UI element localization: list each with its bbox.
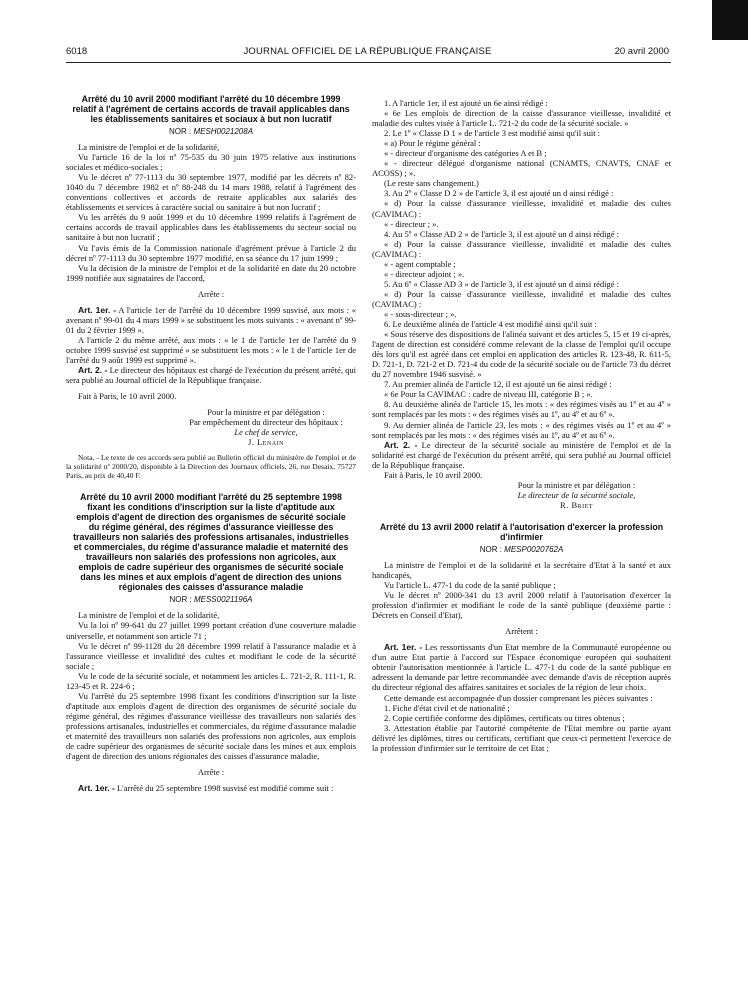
paragraph: « d) Pour la caisse d'assurance vieillesse, invalidité et maladie des cultes (CAVIMAC) :: [372, 288, 671, 309]
paragraph: Vu le code de la sécurité sociale, et notamment les articles L. 721-2, R. 111-1, R. 123-45 et R. 224-6 ;: [66, 670, 356, 691]
article-label: Art. 1er. -: [384, 642, 423, 653]
nor-label: NOR :: [169, 595, 192, 605]
page-header: [66, 46, 669, 60]
paragraph: « Sous réserve des dispositions de l'alinéa suivant et des articles 5, 15 et 19 ci-après, l'agent de direction est considéré comme relevant de la classe de l'emploi qu'il occupe dès lors qu'il est agréé dans cet emploi en application des articles R. 123-48, R. 611-5, D. 721-1, D. 721-2 et D. 721-4 du code de la sécurité sociale ou de l'article 73 du décret du 27 novembre 1946 susvisé. »: [372, 329, 671, 380]
paragraph: 7. Au premier alinéa de l'article 12, il est ajouté un 6e ainsi rédigé :: [384, 379, 612, 390]
paragraph: « - directeur adjoint ; ».: [384, 268, 465, 279]
paragraph: 3. Attestation établie par l'autorité compétente de l'Etat membre ou partie ayant délivré les diplômes, titres ou certificats, certifiant que ceux-ci permettent l'exercice de la profession d'infirmier sur le territoire de cet Etat ;: [372, 722, 671, 753]
page-number: 6018: [66, 46, 88, 57]
paragraph: 9. Au dernier alinéa de l'article 23, les mots : « des régimes visés au 1º et au 4º » sont remplacés par les mots : « des régimes visés au 1º, au 4º et au 6º ».: [372, 419, 671, 440]
signature-line: Pour la ministre et par délégation :: [207, 407, 325, 418]
paragraph: Vu l'article L. 477-1 du code de la santé publique ;: [384, 580, 556, 591]
paragraph: 3. Au 2º « Classe D 2 » de l'article 3, il est ajouté un d ainsi rédigé :: [384, 188, 614, 199]
right-column: [372, 98, 671, 988]
paragraph: Vu l'avis émis de la Commission nationale d'agrément prévue à l'article 2 du décret nº 77-1113 du 30 septembre 1977 modifié, en sa séance du 17 juin 1999 ;: [66, 242, 356, 263]
signature-title: Le chef de service,: [234, 427, 298, 438]
article-paragraph: [66, 365, 356, 385]
issue-date: 20 avril 2000: [614, 46, 669, 57]
nor-label: NOR :: [479, 544, 502, 554]
article-text: Les ressortissants d'un Etat membre de la Communauté européenne ou d'un autre Etat partie à l'accord sur l'Espace économique européen qui souhaitent obtenir l'autorisation mentionnée à l'article L. 477-1 du code de la santé publique en adressent la demande par lettre recommandée avec demande d'avis de réception auprès du directeur régional des affaires sanitaires et sociales de la région de leur choix.: [372, 642, 671, 693]
paragraph: « d) Pour la caisse d'assurance vieillesse, invalidité et maladie des cultes (CAVIMAC) :: [372, 198, 671, 219]
paragraph: 8. Au deuxième alinéa de l'article 15, les mots : « des régimes visés au 1º et au 4º » sont remplacés par les mots : « des régimes visés au 1º, au 4º et au 6º ».: [372, 399, 671, 420]
paragraph: Cette demande est accompagnée d'un dossier comprenant les pièces suivantes :: [384, 692, 653, 703]
paragraph: Vu les arrêtés du 9 août 1999 et du 10 décembre 1999 relatifs à l'agrément de certains accords de travail applicables dans les établissements du secteur social ou sanitaire à but non lucratif ;: [66, 212, 356, 243]
signature-line: Pour la ministre et par délégation :: [517, 479, 636, 490]
paragraph: (Le reste sans changement.): [384, 178, 479, 189]
arrete-heading: Arrête :: [197, 288, 225, 299]
arrete-1-title: Arrêté du 10 avril 2000 modifiant l'arrêté du 10 décembre 1999 relatif à l'agrément de certains accords de travail applicables dans les établissements sanitaires et sociaux à but non lucratif: [72, 94, 350, 124]
article-text: A l'article 1er de l'arrêté du 10 décembre 1999 susvisé, aux mots : « avenant nº 99-01 du 4 mars 1999 » se substituent les mots suivants : « avenant nº 99-01 du 2 février 1999 ».: [66, 304, 356, 335]
signatory-name: R. Briet: [560, 499, 593, 510]
fait-line: Fait à Paris, le 10 avril 2000.: [384, 469, 483, 480]
signature-line: Par empêchement du directeur des hôpitaux :: [189, 417, 343, 428]
arrete-3-nor: [372, 545, 671, 555]
article-paragraph: [372, 440, 671, 470]
nor-label: NOR :: [168, 127, 192, 136]
paragraph: 2. Le 1º « Classe D 1 » de l'article 3 est modifié ainsi qu'il suit :: [384, 128, 601, 139]
paragraph: « d) Pour la caisse d'assurance vieillesse, invalidité et maladie des cultes (CAVIMAC) :: [372, 238, 671, 259]
paragraph: « 6e Pour la CAVIMAC : cadre de niveau III, catégorie B ; ».: [384, 389, 593, 400]
signature-block: [372, 480, 671, 510]
paragraph: « a) Pour le régime général :: [384, 138, 481, 149]
paragraph: 1. A l'article 1er, il est ajouté un 6e ainsi rédigé :: [384, 98, 548, 108]
article-label: Art. 1er. -: [78, 304, 117, 315]
article-text: Le directeur des hôpitaux est chargé de l'exécution du présent arrêté, qui sera publié au Journal officiel de la République française.: [66, 365, 356, 386]
paragraph: Vu le décret nº 99-1128 du 28 décembre 1999 relatif à l'assurance maladie et à l'assurance vieillesse et invalidité des cultes et modifiant le code de la sécurité sociale ;: [66, 640, 356, 671]
journal-title: JOURNAL OFFICIEL DE LA RÉPUBLIQUE FRANÇAISE: [243, 46, 492, 57]
paragraph: 4. Au 5º « Classe AD 2 » de l'article 3, il est ajouté un d ainsi rédigé :: [384, 228, 620, 239]
article-text: Le directeur de la sécurité sociale au ministère de l'emploi et de la solidarité est chargé de l'exécution du présent arrêté, qui sera publié au Journal officiel de la République française.: [372, 439, 671, 470]
paragraph: Vu la décision de la ministre de l'emploi et de la solidarité en date du 20 octobre 1999 notifiée aux signataires de l'accord,: [66, 262, 356, 283]
paragraph: A l'article 2 du même arrêté, aux mots : « le 1 de l'article 1er de l'arrêté du 9 octobre 1999 susvisé est supprimé » se substituent les mots : « le 1 de l'article 1er de l'arrêté du 9 août 1999 est supprimé ».: [66, 334, 356, 365]
article-paragraph: [66, 783, 356, 793]
paragraph: La ministre de l'emploi et de la solidarité,: [78, 610, 220, 621]
nor-code: MESP0020762A: [504, 544, 564, 554]
paragraph: « - directeur délégué d'organisme national (CNAMTS, CNAVTS, CNAF et ACOSS) ; ».: [372, 158, 671, 179]
paragraph: Vu l'arrêté du 25 septembre 1998 fixant les conditions d'inscription sur la liste d'aptitude aux emplois d'agent de direction des organismes de sécurité sociale du régime général, des régimes d'assurance vieillesse des travailleurs non salariés des professions artisanales, industrielles et commerciales, du régime d'assurance maladie et maternité des travailleurs non salariés des professions non agricoles, aux emplois de cadre supérieur des organismes de sécurité sociale dans les mines et aux emplois d'agent de direction des unions régionales des caisses d'assurance maladie,: [66, 690, 356, 762]
paragraph: « 6e Les emplois de direction de la caisse d'assurance vieillesse, invalidité et maladie des cultes visée à l'article L. 721-2 du code de la sécurité sociale. »: [372, 108, 671, 129]
article-label: Art. 1er. -: [78, 783, 115, 794]
paragraph: 1. Fiche d'état civil et de nationalité ;: [384, 702, 510, 713]
page-corner-mark: [712, 0, 748, 40]
paragraph: Vu le décret nº 77-1113 du 30 septembre 1977, modifié par les décrets nº 82-1040 du 7 décembre 1982 et nº 88-248 du 14 mars 1988, relatif à l'agrément des conventions collectives et accords de retraite applicables aux salariés des établissements et services à caractère social ou sanitaire à but non lucratif ;: [66, 172, 356, 213]
arrete-heading: Arrête :: [197, 767, 225, 778]
paragraph: « - sous-directeur ; ».: [384, 308, 457, 319]
paragraph: 5. Au 6º « Classe AD 3 » de l'article 3, il est ajouté un d ainsi rédigé :: [384, 278, 620, 289]
arrete-2-title: Arrêté du 10 avril 2000 modifiant l'arrêté du 25 septembre 1998 fixant les conditions d'inscription sur la liste d'aptitude aux emplois d'agent de direction des organismes de sécurité sociale du régime général, des régimes d'assurance vieillesse des travailleurs non salariés des professions artisanales, industrielles et commerciales, du régime d'assurance maladie et maternité des travailleurs non salariés des professions non agricoles, aux emplois de cadre supérieur des organismes de sécurité sociale dans les mines et aux emplois d'agent de direction des unions régionales des caisses d'assurance maladie: [73, 492, 349, 593]
paragraph: Vu le décret nº 2000-341 du 13 avril 2000 relatif à l'autorisation d'exercer la profession d'infirmier et modifiant le code de la santé publique (deuxième partie : Décrets en Conseil d'Etat),: [372, 590, 671, 621]
paragraph: « - directeur d'organisme des catégories A et B ;: [384, 148, 547, 159]
paragraph: « - directeur ; ».: [384, 218, 439, 229]
paragraph: La ministre de l'emploi et de la solidarité,: [78, 142, 220, 153]
signatory-name: J. Lenain: [248, 437, 284, 448]
paragraph: « - agent comptable ;: [384, 258, 456, 269]
article-text: L'arrêté du 25 septembre 1998 susvisé est modifié comme suit :: [114, 783, 334, 794]
fait-line: Fait à Paris, le 10 avril 2000.: [78, 391, 177, 402]
article-label: Art. 2. -: [384, 439, 418, 450]
nota-note: Nota. - Le texte de ces accords sera publié au Bulletin officiel du ministère de l'emploi et de la solidarité nº 2000/20, disponible à la Direction des Journaux officiels, 26, rue Desaix, 75727 Paris, au prix de 40,40 F.: [66, 453, 356, 481]
left-column: [66, 94, 356, 984]
paragraph: La ministre de l'emploi et de la solidarité et la secrétaire d'Etat à la santé et aux handicapés,: [372, 559, 671, 581]
arretent-heading: Arrêtent :: [505, 626, 538, 637]
paragraph: 2. Copie certifiée conforme des diplômes, certificats ou titres obtenus ;: [384, 712, 625, 723]
nor-code: MESS0021196A: [193, 595, 253, 605]
article-paragraph: [372, 642, 671, 692]
article-label: Art. 2. -: [78, 365, 108, 376]
paragraph: Vu l'article 16 de la loi nº 75-535 du 30 juin 1975 relative aux institutions sociales et médico-sociales ;: [66, 152, 356, 173]
arrete-1-nor: [66, 127, 356, 137]
header-rule: [66, 62, 671, 63]
signature-block: [66, 407, 356, 447]
paragraph: Vu la loi nº 99-641 du 27 juillet 1999 portant création d'une couverture maladie universelle, et notamment son article 71 ;: [66, 620, 356, 641]
signature-title: Le directeur de la sécurité sociale,: [517, 489, 636, 500]
arrete-2-nor: [66, 595, 356, 605]
article-paragraph: [66, 305, 356, 335]
paragraph: 6. Le deuxième alinéa de l'article 4 est modifié ainsi qu'il suit :: [384, 319, 597, 330]
nor-code: MESH0021208A: [193, 127, 254, 136]
arrete-3-title: Arrêté du 13 avril 2000 relatif à l'autorisation d'exercer la profession d'infirmier: [379, 521, 664, 542]
